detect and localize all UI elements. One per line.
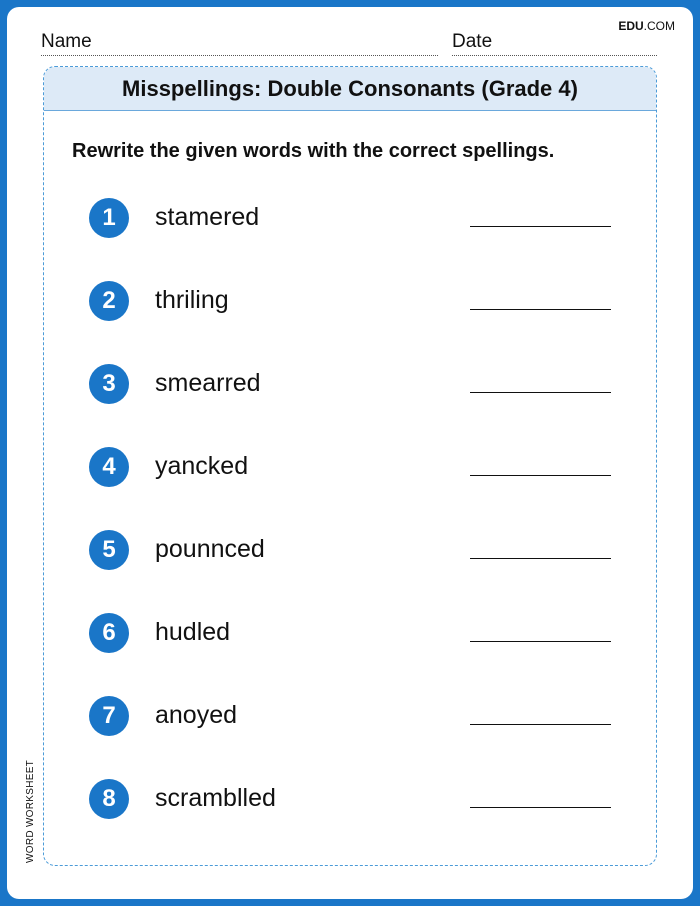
number-badge: 3 [89, 364, 129, 404]
worksheet-page [7, 7, 693, 899]
answer-line[interactable] [470, 309, 611, 310]
name-label: Name [41, 31, 92, 52]
list-item [89, 613, 629, 653]
misspelled-word: anoyed [155, 701, 238, 729]
misspelled-word: scramblled [155, 784, 276, 812]
number-badge: 8 [89, 779, 129, 819]
misspelled-word: smearred [155, 369, 261, 397]
number-badge: 5 [89, 530, 129, 570]
edu-logo [618, 19, 675, 33]
side-label: WORD WORKSHEET [25, 759, 36, 863]
logo-suffix-text: .COM [643, 19, 675, 33]
misspelled-word: thriling [155, 286, 229, 314]
date-label: Date [452, 31, 493, 52]
number-badge: 4 [89, 447, 129, 487]
answer-line[interactable] [470, 392, 611, 393]
number-badge: 2 [89, 281, 129, 321]
number-badge: 7 [89, 696, 129, 736]
answer-line[interactable] [470, 807, 611, 808]
misspelled-word: hudled [155, 618, 231, 646]
answer-line[interactable] [470, 475, 611, 476]
instruction-text: Rewrite the given words with the correct spellings. [72, 140, 555, 162]
number-badge: 6 [89, 613, 129, 653]
worksheet-title: Misspellings: Double Consonants (Grade 4) [44, 67, 656, 111]
misspelled-word: yancked [155, 452, 249, 480]
list-item [89, 198, 629, 238]
number-badge: 1 [89, 198, 129, 238]
logo-bold-text: EDU [618, 19, 644, 33]
list-item [89, 447, 629, 487]
date-field-line[interactable] [452, 55, 657, 56]
misspelled-word: pounnced [155, 535, 265, 563]
answer-line[interactable] [470, 558, 611, 559]
name-field-line[interactable] [41, 55, 438, 56]
list-item [89, 364, 629, 404]
list-item [89, 530, 629, 570]
list-item [89, 281, 629, 321]
list-item [89, 779, 629, 819]
answer-line[interactable] [470, 724, 611, 725]
misspelled-word: stamered [155, 203, 260, 231]
answer-line[interactable] [470, 226, 611, 227]
list-item [89, 696, 629, 736]
answer-line[interactable] [470, 641, 611, 642]
